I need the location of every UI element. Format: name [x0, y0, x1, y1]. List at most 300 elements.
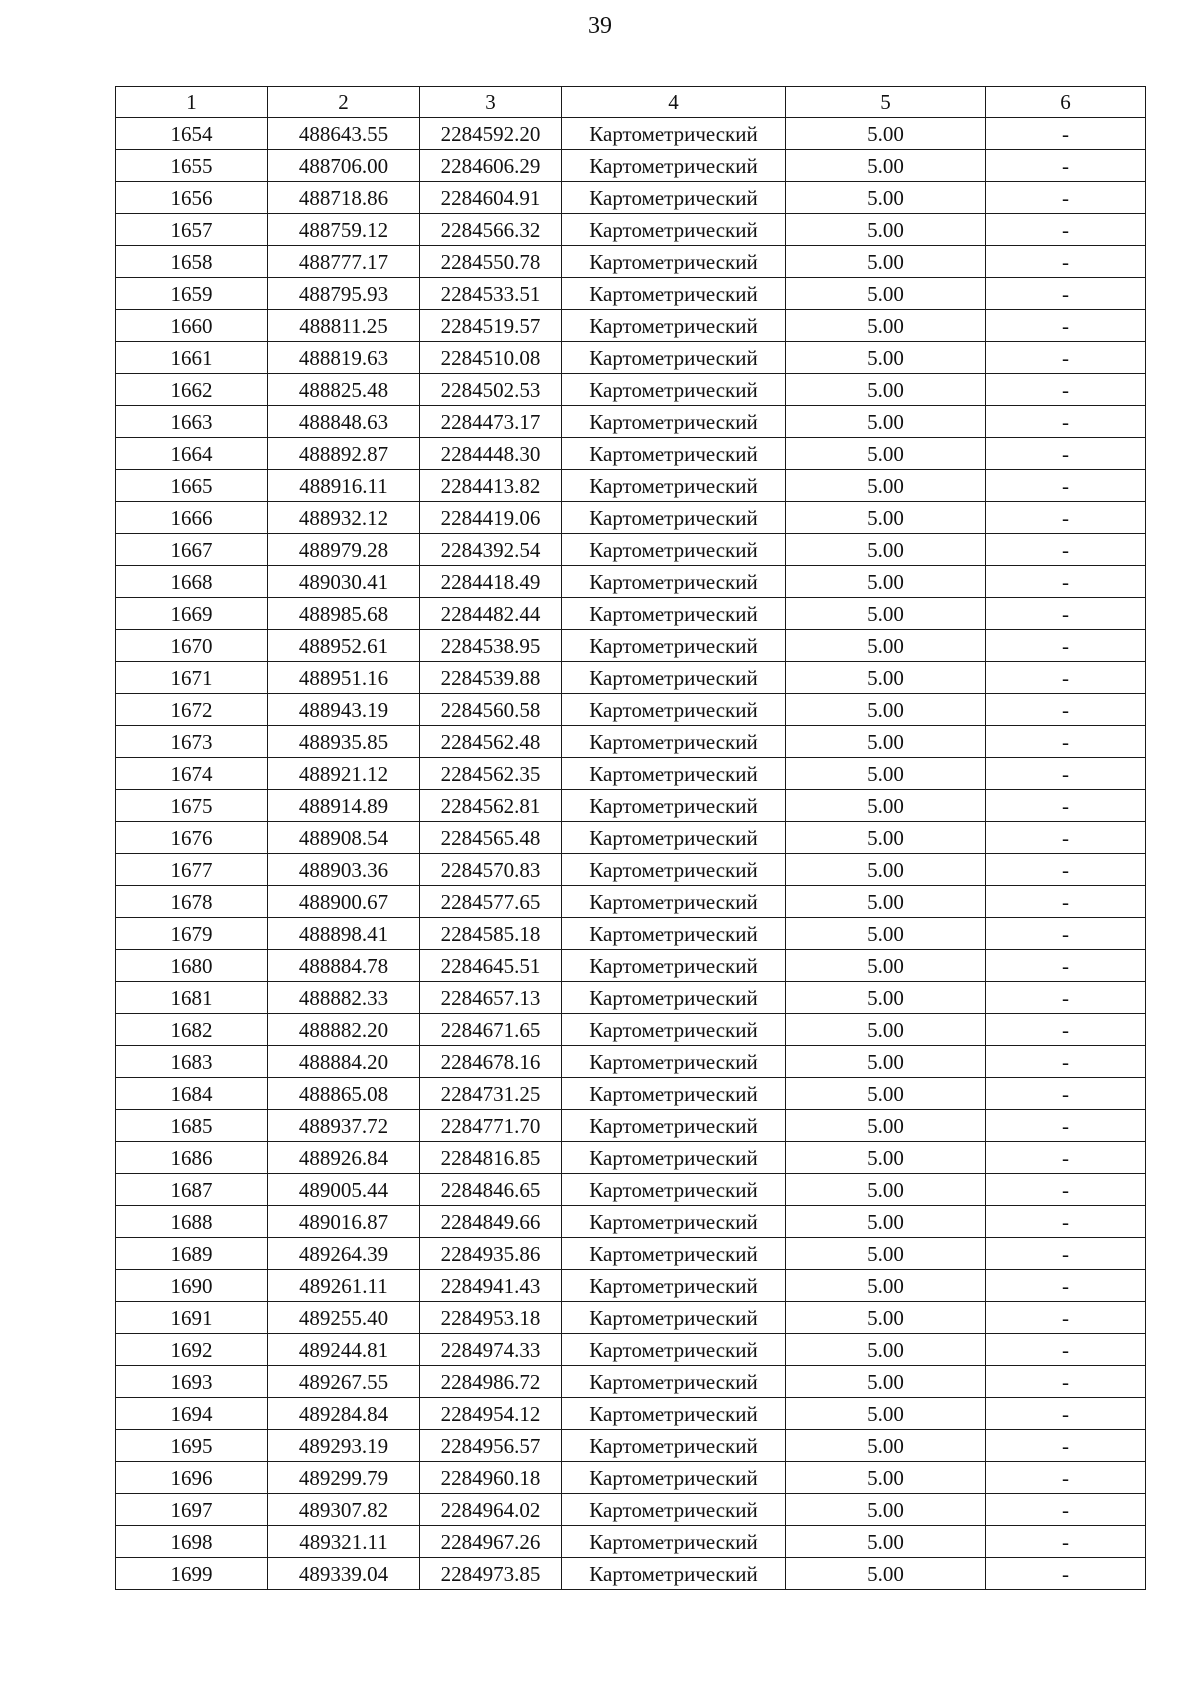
- method-cell: Картометрический: [562, 950, 786, 982]
- note-cell: -: [986, 374, 1146, 406]
- method-cell: Картометрический: [562, 246, 786, 278]
- note-cell: -: [986, 246, 1146, 278]
- accuracy-cell: 5.00: [786, 118, 986, 150]
- point-number-cell: 1669: [116, 598, 268, 630]
- point-number-cell: 1687: [116, 1174, 268, 1206]
- method-cell: Картометрический: [562, 502, 786, 534]
- x-coordinate-cell: 488935.85: [268, 726, 420, 758]
- method-cell: Картометрический: [562, 1494, 786, 1526]
- note-cell: -: [986, 1110, 1146, 1142]
- accuracy-cell: 5.00: [786, 790, 986, 822]
- note-cell: -: [986, 502, 1146, 534]
- accuracy-cell: 5.00: [786, 854, 986, 886]
- y-coordinate-cell: 2284645.51: [420, 950, 562, 982]
- method-cell: Картометрический: [562, 662, 786, 694]
- method-cell: Картометрический: [562, 982, 786, 1014]
- note-cell: -: [986, 1014, 1146, 1046]
- table-row: [116, 1238, 1146, 1270]
- accuracy-cell: 5.00: [786, 1366, 986, 1398]
- note-cell: -: [986, 470, 1146, 502]
- page-number: 39: [588, 13, 612, 39]
- column-header-3: 3: [420, 87, 562, 118]
- point-number-cell: 1654: [116, 118, 268, 150]
- table-row: [116, 1494, 1146, 1526]
- accuracy-cell: 5.00: [786, 726, 986, 758]
- accuracy-cell: 5.00: [786, 1142, 986, 1174]
- accuracy-cell: 5.00: [786, 630, 986, 662]
- note-cell: -: [986, 1526, 1146, 1558]
- point-number-cell: 1686: [116, 1142, 268, 1174]
- note-cell: -: [986, 1462, 1146, 1494]
- y-coordinate-cell: 2284419.06: [420, 502, 562, 534]
- table-row: [116, 278, 1146, 310]
- method-cell: Картометрический: [562, 1174, 786, 1206]
- point-number-cell: 1699: [116, 1558, 268, 1590]
- point-number-cell: 1661: [116, 342, 268, 374]
- point-number-cell: 1684: [116, 1078, 268, 1110]
- y-coordinate-cell: 2284731.25: [420, 1078, 562, 1110]
- x-coordinate-cell: 488759.12: [268, 214, 420, 246]
- table-row: [116, 886, 1146, 918]
- y-coordinate-cell: 2284519.57: [420, 310, 562, 342]
- point-number-cell: 1674: [116, 758, 268, 790]
- y-coordinate-cell: 2284986.72: [420, 1366, 562, 1398]
- accuracy-cell: 5.00: [786, 1014, 986, 1046]
- table-row: [116, 1398, 1146, 1430]
- note-cell: -: [986, 438, 1146, 470]
- accuracy-cell: 5.00: [786, 1398, 986, 1430]
- accuracy-cell: 5.00: [786, 1174, 986, 1206]
- y-coordinate-cell: 2284392.54: [420, 534, 562, 566]
- table-row: [116, 1110, 1146, 1142]
- y-coordinate-cell: 2284953.18: [420, 1302, 562, 1334]
- x-coordinate-cell: 489261.11: [268, 1270, 420, 1302]
- y-coordinate-cell: 2284771.70: [420, 1110, 562, 1142]
- note-cell: -: [986, 662, 1146, 694]
- y-coordinate-cell: 2284960.18: [420, 1462, 562, 1494]
- point-number-cell: 1698: [116, 1526, 268, 1558]
- y-coordinate-cell: 2284539.88: [420, 662, 562, 694]
- column-header-6: 6: [986, 87, 1146, 118]
- accuracy-cell: 5.00: [786, 758, 986, 790]
- accuracy-cell: 5.00: [786, 566, 986, 598]
- accuracy-cell: 5.00: [786, 1494, 986, 1526]
- accuracy-cell: 5.00: [786, 1302, 986, 1334]
- table-row: [116, 118, 1146, 150]
- y-coordinate-cell: 2284570.83: [420, 854, 562, 886]
- method-cell: Картометрический: [562, 1238, 786, 1270]
- method-cell: Картометрический: [562, 822, 786, 854]
- table-row: [116, 182, 1146, 214]
- y-coordinate-cell: 2284973.85: [420, 1558, 562, 1590]
- table-row: [116, 502, 1146, 534]
- method-cell: Картометрический: [562, 1430, 786, 1462]
- method-cell: Картометрический: [562, 342, 786, 374]
- method-cell: Картометрический: [562, 438, 786, 470]
- table-row: [116, 1302, 1146, 1334]
- table-row: [116, 822, 1146, 854]
- x-coordinate-cell: 488882.33: [268, 982, 420, 1014]
- note-cell: -: [986, 822, 1146, 854]
- x-coordinate-cell: 488643.55: [268, 118, 420, 150]
- note-cell: -: [986, 1494, 1146, 1526]
- method-cell: Картометрический: [562, 886, 786, 918]
- accuracy-cell: 5.00: [786, 438, 986, 470]
- method-cell: Картометрический: [562, 278, 786, 310]
- table-row: [116, 1558, 1146, 1590]
- table-row: [116, 566, 1146, 598]
- column-header-5: 5: [786, 87, 986, 118]
- table-row: [116, 1430, 1146, 1462]
- y-coordinate-cell: 2284816.85: [420, 1142, 562, 1174]
- table-row: [116, 630, 1146, 662]
- y-coordinate-cell: 2284562.48: [420, 726, 562, 758]
- table-body: [116, 118, 1146, 1590]
- table-row: [116, 150, 1146, 182]
- y-coordinate-cell: 2284585.18: [420, 918, 562, 950]
- note-cell: -: [986, 1302, 1146, 1334]
- point-number-cell: 1671: [116, 662, 268, 694]
- y-coordinate-cell: 2284562.81: [420, 790, 562, 822]
- point-number-cell: 1691: [116, 1302, 268, 1334]
- x-coordinate-cell: 489339.04: [268, 1558, 420, 1590]
- table-row: [116, 854, 1146, 886]
- table-row: [116, 1526, 1146, 1558]
- x-coordinate-cell: 488898.41: [268, 918, 420, 950]
- accuracy-cell: 5.00: [786, 406, 986, 438]
- method-cell: Картометрический: [562, 118, 786, 150]
- point-number-cell: 1658: [116, 246, 268, 278]
- method-cell: Картометрический: [562, 694, 786, 726]
- x-coordinate-cell: 488825.48: [268, 374, 420, 406]
- y-coordinate-cell: 2284502.53: [420, 374, 562, 406]
- note-cell: -: [986, 534, 1146, 566]
- point-number-cell: 1655: [116, 150, 268, 182]
- note-cell: -: [986, 950, 1146, 982]
- table-row: [116, 694, 1146, 726]
- table-row: [116, 1078, 1146, 1110]
- x-coordinate-cell: 489284.84: [268, 1398, 420, 1430]
- note-cell: -: [986, 630, 1146, 662]
- note-cell: -: [986, 566, 1146, 598]
- method-cell: Картометрический: [562, 918, 786, 950]
- column-header-1: 1: [116, 87, 268, 118]
- table-row: [116, 1142, 1146, 1174]
- table-row: [116, 598, 1146, 630]
- accuracy-cell: 5.00: [786, 1206, 986, 1238]
- note-cell: -: [986, 1206, 1146, 1238]
- y-coordinate-cell: 2284671.65: [420, 1014, 562, 1046]
- x-coordinate-cell: 489299.79: [268, 1462, 420, 1494]
- method-cell: Картометрический: [562, 1270, 786, 1302]
- note-cell: -: [986, 214, 1146, 246]
- point-number-cell: 1664: [116, 438, 268, 470]
- y-coordinate-cell: 2284849.66: [420, 1206, 562, 1238]
- point-number-cell: 1693: [116, 1366, 268, 1398]
- accuracy-cell: 5.00: [786, 982, 986, 1014]
- table-row: [116, 790, 1146, 822]
- accuracy-cell: 5.00: [786, 1558, 986, 1590]
- accuracy-cell: 5.00: [786, 886, 986, 918]
- note-cell: -: [986, 758, 1146, 790]
- y-coordinate-cell: 2284657.13: [420, 982, 562, 1014]
- y-coordinate-cell: 2284538.95: [420, 630, 562, 662]
- method-cell: Картометрический: [562, 182, 786, 214]
- point-number-cell: 1696: [116, 1462, 268, 1494]
- note-cell: -: [986, 790, 1146, 822]
- note-cell: -: [986, 1430, 1146, 1462]
- note-cell: -: [986, 1046, 1146, 1078]
- method-cell: Картометрический: [562, 534, 786, 566]
- note-cell: -: [986, 982, 1146, 1014]
- note-cell: -: [986, 1174, 1146, 1206]
- table-row: [116, 470, 1146, 502]
- table-row: [116, 1462, 1146, 1494]
- note-cell: -: [986, 182, 1146, 214]
- note-cell: -: [986, 694, 1146, 726]
- x-coordinate-cell: 488811.25: [268, 310, 420, 342]
- x-coordinate-cell: 489016.87: [268, 1206, 420, 1238]
- note-cell: -: [986, 1558, 1146, 1590]
- x-coordinate-cell: 488943.19: [268, 694, 420, 726]
- table-row: [116, 950, 1146, 982]
- x-coordinate-cell: 488985.68: [268, 598, 420, 630]
- accuracy-cell: 5.00: [786, 502, 986, 534]
- point-number-cell: 1695: [116, 1430, 268, 1462]
- method-cell: Картометрический: [562, 790, 786, 822]
- note-cell: -: [986, 598, 1146, 630]
- method-cell: Картометрический: [562, 1302, 786, 1334]
- accuracy-cell: 5.00: [786, 1046, 986, 1078]
- note-cell: -: [986, 1270, 1146, 1302]
- method-cell: Картометрический: [562, 1014, 786, 1046]
- note-cell: -: [986, 1078, 1146, 1110]
- table-row: [116, 982, 1146, 1014]
- point-number-cell: 1678: [116, 886, 268, 918]
- point-number-cell: 1676: [116, 822, 268, 854]
- y-coordinate-cell: 2284448.30: [420, 438, 562, 470]
- point-number-cell: 1692: [116, 1334, 268, 1366]
- table-row: [116, 406, 1146, 438]
- x-coordinate-cell: 488932.12: [268, 502, 420, 534]
- y-coordinate-cell: 2284413.82: [420, 470, 562, 502]
- point-number-cell: 1657: [116, 214, 268, 246]
- y-coordinate-cell: 2284846.65: [420, 1174, 562, 1206]
- table-header-row: [116, 87, 1146, 118]
- point-number-cell: 1690: [116, 1270, 268, 1302]
- x-coordinate-cell: 488921.12: [268, 758, 420, 790]
- note-cell: -: [986, 150, 1146, 182]
- method-cell: Картометрический: [562, 310, 786, 342]
- point-number-cell: 1667: [116, 534, 268, 566]
- x-coordinate-cell: 488777.17: [268, 246, 420, 278]
- method-cell: Картометрический: [562, 630, 786, 662]
- note-cell: -: [986, 1366, 1146, 1398]
- y-coordinate-cell: 2284560.58: [420, 694, 562, 726]
- note-cell: -: [986, 1238, 1146, 1270]
- method-cell: Картометрический: [562, 406, 786, 438]
- accuracy-cell: 5.00: [786, 534, 986, 566]
- method-cell: Картометрический: [562, 598, 786, 630]
- table-row: [116, 310, 1146, 342]
- point-number-cell: 1675: [116, 790, 268, 822]
- point-number-cell: 1659: [116, 278, 268, 310]
- x-coordinate-cell: 488908.54: [268, 822, 420, 854]
- accuracy-cell: 5.00: [786, 310, 986, 342]
- accuracy-cell: 5.00: [786, 822, 986, 854]
- coordinates-table: [115, 86, 1146, 1590]
- x-coordinate-cell: 488979.28: [268, 534, 420, 566]
- method-cell: Картометрический: [562, 1398, 786, 1430]
- y-coordinate-cell: 2284604.91: [420, 182, 562, 214]
- x-coordinate-cell: 489267.55: [268, 1366, 420, 1398]
- x-coordinate-cell: 488892.87: [268, 438, 420, 470]
- accuracy-cell: 5.00: [786, 374, 986, 406]
- accuracy-cell: 5.00: [786, 1110, 986, 1142]
- note-cell: -: [986, 886, 1146, 918]
- table-row: [116, 1046, 1146, 1078]
- accuracy-cell: 5.00: [786, 278, 986, 310]
- x-coordinate-cell: 488914.89: [268, 790, 420, 822]
- y-coordinate-cell: 2284566.32: [420, 214, 562, 246]
- accuracy-cell: 5.00: [786, 1334, 986, 1366]
- x-coordinate-cell: 488848.63: [268, 406, 420, 438]
- point-number-cell: 1689: [116, 1238, 268, 1270]
- x-coordinate-cell: 488819.63: [268, 342, 420, 374]
- column-header-2: 2: [268, 87, 420, 118]
- x-coordinate-cell: 488718.86: [268, 182, 420, 214]
- table-row: [116, 246, 1146, 278]
- accuracy-cell: 5.00: [786, 918, 986, 950]
- method-cell: Картометрический: [562, 758, 786, 790]
- note-cell: -: [986, 406, 1146, 438]
- accuracy-cell: 5.00: [786, 182, 986, 214]
- accuracy-cell: 5.00: [786, 342, 986, 374]
- accuracy-cell: 5.00: [786, 1078, 986, 1110]
- accuracy-cell: 5.00: [786, 1270, 986, 1302]
- accuracy-cell: 5.00: [786, 214, 986, 246]
- y-coordinate-cell: 2284473.17: [420, 406, 562, 438]
- accuracy-cell: 5.00: [786, 1430, 986, 1462]
- y-coordinate-cell: 2284510.08: [420, 342, 562, 374]
- method-cell: Картометрический: [562, 1110, 786, 1142]
- accuracy-cell: 5.00: [786, 694, 986, 726]
- method-cell: Картометрический: [562, 1462, 786, 1494]
- y-coordinate-cell: 2284678.16: [420, 1046, 562, 1078]
- table-row: [116, 214, 1146, 246]
- method-cell: Картометрический: [562, 1558, 786, 1590]
- y-coordinate-cell: 2284482.44: [420, 598, 562, 630]
- x-coordinate-cell: 489293.19: [268, 1430, 420, 1462]
- x-coordinate-cell: 488903.36: [268, 854, 420, 886]
- note-cell: -: [986, 118, 1146, 150]
- note-cell: -: [986, 310, 1146, 342]
- table-row: [116, 726, 1146, 758]
- table-row: [116, 342, 1146, 374]
- note-cell: -: [986, 1334, 1146, 1366]
- point-number-cell: 1683: [116, 1046, 268, 1078]
- point-number-cell: 1673: [116, 726, 268, 758]
- note-cell: -: [986, 726, 1146, 758]
- y-coordinate-cell: 2284935.86: [420, 1238, 562, 1270]
- column-header-4: 4: [562, 87, 786, 118]
- x-coordinate-cell: 488884.78: [268, 950, 420, 982]
- method-cell: Картометрический: [562, 1334, 786, 1366]
- x-coordinate-cell: 489244.81: [268, 1334, 420, 1366]
- point-number-cell: 1685: [116, 1110, 268, 1142]
- x-coordinate-cell: 488795.93: [268, 278, 420, 310]
- x-coordinate-cell: 488865.08: [268, 1078, 420, 1110]
- y-coordinate-cell: 2284550.78: [420, 246, 562, 278]
- x-coordinate-cell: 488951.16: [268, 662, 420, 694]
- y-coordinate-cell: 2284562.35: [420, 758, 562, 790]
- table-row: [116, 1014, 1146, 1046]
- x-coordinate-cell: 488882.20: [268, 1014, 420, 1046]
- method-cell: Картометрический: [562, 1206, 786, 1238]
- accuracy-cell: 5.00: [786, 598, 986, 630]
- y-coordinate-cell: 2284954.12: [420, 1398, 562, 1430]
- x-coordinate-cell: 489255.40: [268, 1302, 420, 1334]
- point-number-cell: 1665: [116, 470, 268, 502]
- method-cell: Картометрический: [562, 854, 786, 886]
- y-coordinate-cell: 2284592.20: [420, 118, 562, 150]
- x-coordinate-cell: 489264.39: [268, 1238, 420, 1270]
- method-cell: Картометрический: [562, 566, 786, 598]
- method-cell: Картометрический: [562, 1046, 786, 1078]
- accuracy-cell: 5.00: [786, 662, 986, 694]
- note-cell: -: [986, 918, 1146, 950]
- note-cell: -: [986, 1142, 1146, 1174]
- note-cell: -: [986, 342, 1146, 374]
- point-number-cell: 1666: [116, 502, 268, 534]
- x-coordinate-cell: 489321.11: [268, 1526, 420, 1558]
- x-coordinate-cell: 488926.84: [268, 1142, 420, 1174]
- y-coordinate-cell: 2284565.48: [420, 822, 562, 854]
- table-row: [116, 1174, 1146, 1206]
- table-row: [116, 534, 1146, 566]
- x-coordinate-cell: 488900.67: [268, 886, 420, 918]
- point-number-cell: 1681: [116, 982, 268, 1014]
- table-row: [116, 438, 1146, 470]
- point-number-cell: 1694: [116, 1398, 268, 1430]
- y-coordinate-cell: 2284941.43: [420, 1270, 562, 1302]
- method-cell: Картометрический: [562, 1078, 786, 1110]
- method-cell: Картометрический: [562, 150, 786, 182]
- point-number-cell: 1680: [116, 950, 268, 982]
- x-coordinate-cell: 489005.44: [268, 1174, 420, 1206]
- point-number-cell: 1672: [116, 694, 268, 726]
- x-coordinate-cell: 489307.82: [268, 1494, 420, 1526]
- y-coordinate-cell: 2284964.02: [420, 1494, 562, 1526]
- accuracy-cell: 5.00: [786, 1526, 986, 1558]
- point-number-cell: 1697: [116, 1494, 268, 1526]
- x-coordinate-cell: 488916.11: [268, 470, 420, 502]
- table-row: [116, 1366, 1146, 1398]
- point-number-cell: 1660: [116, 310, 268, 342]
- table-row: [116, 662, 1146, 694]
- point-number-cell: 1677: [116, 854, 268, 886]
- point-number-cell: 1662: [116, 374, 268, 406]
- table-row: [116, 374, 1146, 406]
- method-cell: Картометрический: [562, 1366, 786, 1398]
- method-cell: Картометрический: [562, 374, 786, 406]
- x-coordinate-cell: 489030.41: [268, 566, 420, 598]
- point-number-cell: 1682: [116, 1014, 268, 1046]
- note-cell: -: [986, 1398, 1146, 1430]
- accuracy-cell: 5.00: [786, 150, 986, 182]
- method-cell: Картометрический: [562, 470, 786, 502]
- accuracy-cell: 5.00: [786, 950, 986, 982]
